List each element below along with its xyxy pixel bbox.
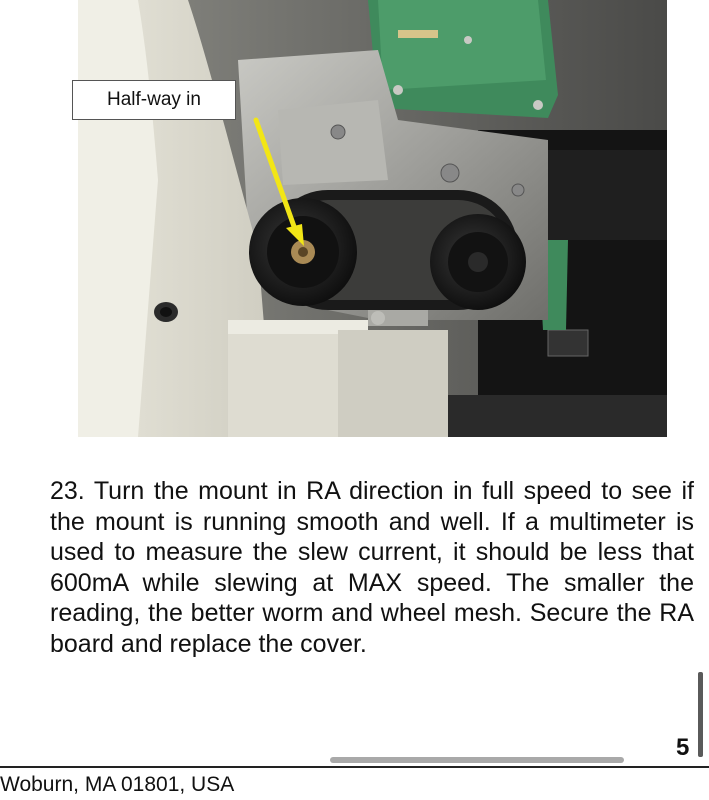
footer-divider [0, 766, 709, 768]
callout-label: Half-way in [72, 80, 236, 120]
margin-marker [698, 672, 703, 757]
page-number: 5 [676, 734, 690, 761]
step-23-text: 23. Turn the mount in RA direction in full speed to see if the mount is running smooth and well. If a multimeter is used to measure the slew current, it should be less that 600mA while slewing at MAX speed. The smaller the reading, the better worm and wheel mesh. Secure the RA board and replace the cover. [50, 477, 694, 658]
horizontal-scroll-thumb[interactable] [330, 757, 624, 763]
footer-address: Woburn, MA 01801, USA [0, 773, 235, 796]
